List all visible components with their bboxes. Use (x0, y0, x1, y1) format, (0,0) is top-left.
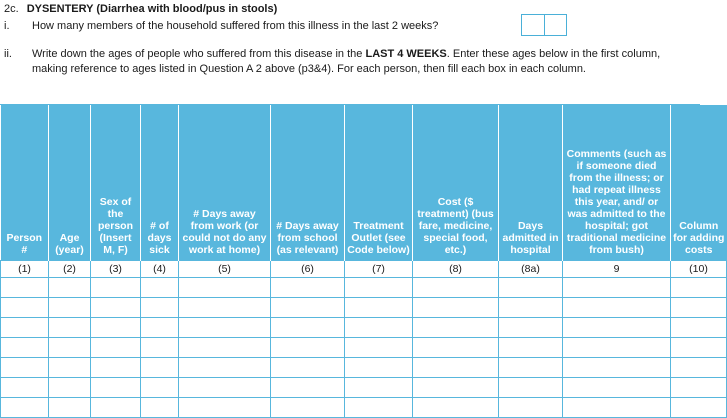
entry-cell[interactable] (271, 298, 345, 318)
member-count-digit-2[interactable] (545, 14, 568, 36)
question-i-text: How many members of the household suffered from this illness in the last 2 weeks? (32, 20, 439, 32)
entry-cell[interactable] (499, 358, 563, 378)
question-ii-text-end: . Enter these ages below in the first column, making reference to ages listed in Question A 2 above (p3&4). For each person, then fill each box in each column. (32, 48, 661, 75)
entry-cell[interactable] (141, 318, 179, 338)
column-number: (6) (271, 261, 345, 278)
entry-cell[interactable] (563, 278, 671, 298)
entry-cell[interactable] (345, 358, 413, 378)
section-number: 2c. (4, 3, 19, 15)
entry-cell[interactable] (671, 278, 727, 298)
entry-cell[interactable] (141, 378, 179, 398)
entry-cell[interactable] (499, 298, 563, 318)
entry-cell[interactable] (49, 298, 91, 318)
header-days-hospital: Days admitted in hospital (499, 105, 563, 261)
table-row (1, 398, 727, 418)
entry-cell[interactable] (141, 338, 179, 358)
header-adding-costs: Column for adding costs (671, 105, 727, 261)
header-days-sick: # of days sick (141, 105, 179, 261)
table-row (1, 318, 727, 338)
header-person: Person # (1, 105, 49, 261)
entry-cell[interactable] (179, 298, 271, 318)
section-heading (4, 3, 277, 15)
entry-cell[interactable] (563, 358, 671, 378)
entry-cell[interactable] (1, 338, 49, 358)
entry-cell[interactable] (141, 358, 179, 378)
entry-cell[interactable] (345, 318, 413, 338)
entry-cell[interactable] (345, 278, 413, 298)
header-days-away-school: # Days away from school (as relevant) (271, 105, 345, 261)
column-number: (10) (671, 261, 727, 278)
entry-cell[interactable] (179, 338, 271, 358)
entry-cell[interactable] (1, 378, 49, 398)
entry-cell[interactable] (413, 338, 499, 358)
question-ii-emphasis: LAST 4 WEEKS (365, 48, 447, 60)
entry-cell[interactable] (91, 278, 141, 298)
entry-cell[interactable] (1, 298, 49, 318)
entry-cell[interactable] (91, 358, 141, 378)
column-number: (5) (179, 261, 271, 278)
section-title: DYSENTERY (Diarrhea with blood/pus in stools) (26, 3, 278, 15)
question-ii-text (32, 47, 692, 77)
entry-cell[interactable] (179, 318, 271, 338)
entry-cell[interactable] (91, 338, 141, 358)
entry-cell[interactable] (49, 398, 91, 418)
entry-cell[interactable] (499, 338, 563, 358)
header-sex: Sex of the person (Insert M, F) (91, 105, 141, 261)
header-row (1, 105, 727, 261)
entry-cell[interactable] (179, 278, 271, 298)
member-count-digit-1[interactable] (521, 14, 545, 36)
question-i-number: i. (4, 20, 10, 32)
entry-cell[interactable] (671, 298, 727, 318)
question-ii-text-start: Write down the ages of people who suffered from this disease in the (32, 48, 366, 60)
entry-cell[interactable] (499, 278, 563, 298)
entry-cell[interactable] (563, 318, 671, 338)
entry-cell[interactable] (671, 378, 727, 398)
entry-cell[interactable] (413, 398, 499, 418)
entry-cell[interactable] (49, 338, 91, 358)
column-number: (8a) (499, 261, 563, 278)
entry-cell[interactable] (413, 298, 499, 318)
header-cost: Cost ($ treatment) (bus fare, medicine, special food, etc.) (413, 105, 499, 261)
illness-table (0, 105, 727, 418)
header-comments: Comments (such as if someone died from the illness; or had repeat illness this year, and/ or was admitted to the hospital; got traditional medicine from bush) (563, 105, 671, 261)
header-days-away-work: # Days away from work (or could not do any work at home) (179, 105, 271, 261)
column-number: 9 (563, 261, 671, 278)
entry-cell[interactable] (345, 338, 413, 358)
entry-cell[interactable] (563, 338, 671, 358)
entry-cell[interactable] (179, 378, 271, 398)
entry-cell[interactable] (49, 358, 91, 378)
entry-cell[interactable] (671, 398, 727, 418)
table-row (1, 338, 727, 358)
entry-cell[interactable] (141, 298, 179, 318)
member-count-boxes (521, 14, 567, 36)
entry-cell[interactable] (499, 378, 563, 398)
entry-cell[interactable] (345, 398, 413, 418)
table-row (1, 298, 727, 318)
entry-cell[interactable] (1, 318, 49, 338)
entry-cell[interactable] (499, 318, 563, 338)
entry-cell[interactable] (671, 358, 727, 378)
column-number: (3) (91, 261, 141, 278)
column-number: (7) (345, 261, 413, 278)
entry-cell[interactable] (1, 278, 49, 298)
entry-cell[interactable] (49, 318, 91, 338)
entry-cell[interactable] (1, 398, 49, 418)
entry-cell[interactable] (91, 398, 141, 418)
entry-cell[interactable] (271, 338, 345, 358)
entry-cell[interactable] (49, 378, 91, 398)
header-treatment-outlet: Treatment Outlet (see Code below) (345, 105, 413, 261)
entry-cell[interactable] (179, 398, 271, 418)
entry-cell[interactable] (499, 398, 563, 418)
entry-cell[interactable] (271, 398, 345, 418)
table-row (1, 278, 727, 298)
entry-cell[interactable] (671, 318, 727, 338)
column-number: (8) (413, 261, 499, 278)
entry-cell[interactable] (671, 338, 727, 358)
entry-cell[interactable] (271, 278, 345, 298)
illness-table-container (0, 105, 725, 418)
entry-cell[interactable] (91, 378, 141, 398)
table-row (1, 378, 727, 398)
entry-cell[interactable] (563, 378, 671, 398)
entry-cell[interactable] (413, 358, 499, 378)
entry-cell[interactable] (91, 318, 141, 338)
entry-cell[interactable] (345, 298, 413, 318)
entry-cell[interactable] (49, 278, 91, 298)
entry-cell[interactable] (413, 378, 499, 398)
column-number-row (1, 261, 727, 278)
entry-cell[interactable] (271, 358, 345, 378)
question-ii-number: ii. (4, 48, 12, 60)
entry-cell[interactable] (271, 318, 345, 338)
entry-cell[interactable] (141, 398, 179, 418)
entry-cell[interactable] (1, 358, 49, 378)
table-row (1, 358, 727, 378)
entry-cell[interactable] (563, 298, 671, 318)
column-number: (4) (141, 261, 179, 278)
entry-cell[interactable] (179, 358, 271, 378)
entry-cell[interactable] (563, 398, 671, 418)
column-number: (2) (49, 261, 91, 278)
entry-cell[interactable] (345, 378, 413, 398)
header-age: Age (year) (49, 105, 91, 261)
entry-cell[interactable] (413, 278, 499, 298)
entry-cell[interactable] (91, 298, 141, 318)
entry-cell[interactable] (413, 318, 499, 338)
entry-cell[interactable] (271, 378, 345, 398)
entry-cell[interactable] (141, 278, 179, 298)
column-number: (1) (1, 261, 49, 278)
